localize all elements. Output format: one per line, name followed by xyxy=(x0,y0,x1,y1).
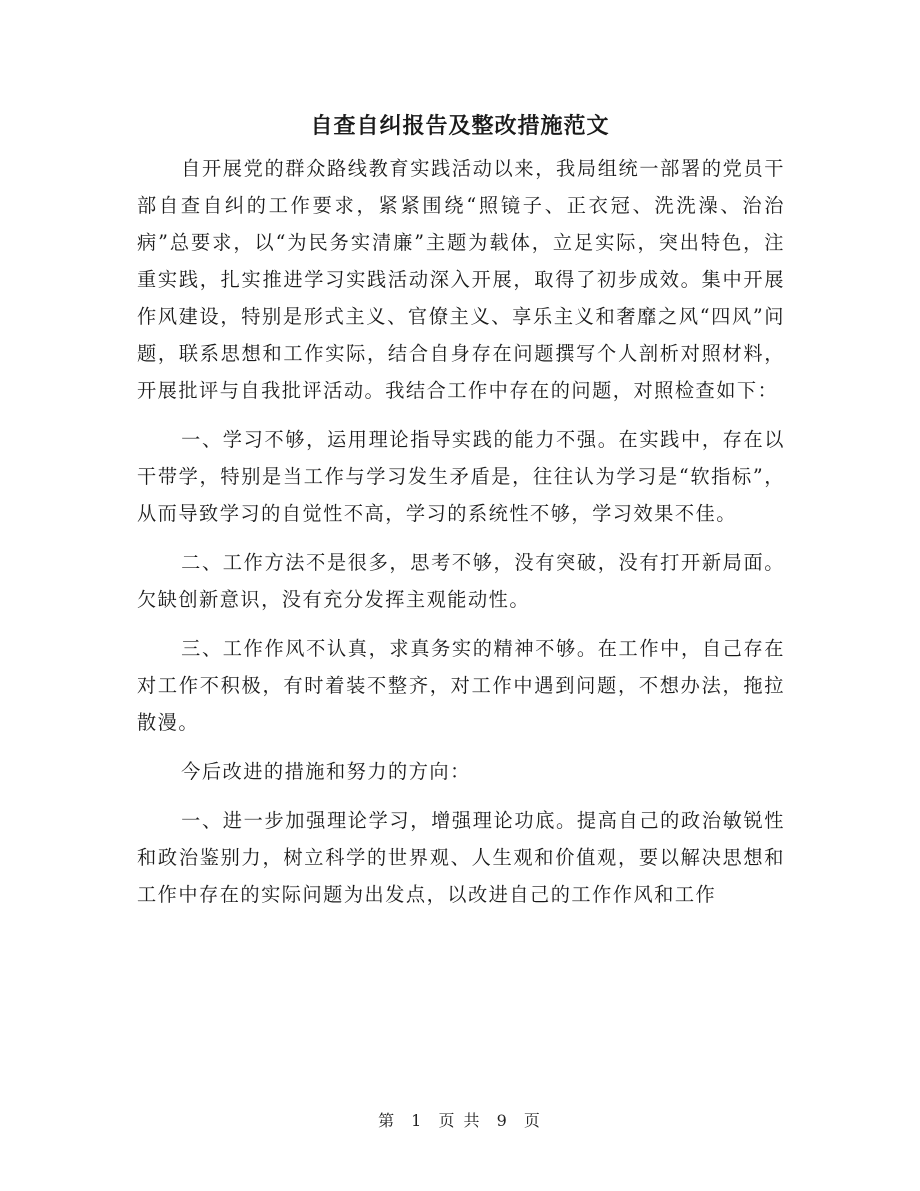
footer-total-pages: 9 xyxy=(496,1111,509,1130)
paragraph-issue-1: 一、学习不够，运用理论指导实践的能力不强。在实践中，存在以干带学，特别是当工作与学习发生矛盾是，往往认为学习是“软指标”，从而导致学习的自觉性不高，学习的系统性不够，学习效果不佳。 xyxy=(137,428,785,525)
paragraph-issue-2: 二、工作方法不是很多，思考不够，没有突破，没有打开新局面。欠缺创新意识，没有充分发挥主观能动性。 xyxy=(137,551,785,611)
footer-page-number: 1 xyxy=(411,1111,424,1130)
paragraph-measures-heading: 今后改进的措施和努力的方向： xyxy=(181,760,471,783)
page-footer xyxy=(0,1108,920,1131)
document-title: 自查自纠报告及整改措施范文 xyxy=(310,113,610,139)
footer-middle: 页 共 xyxy=(438,1111,482,1130)
paragraph-intro: 自开展党的群众路线教育实践活动以来，我局组统一部署的党员干部自查自纠的工作要求，紧紧围绕“照镜子、正衣冠、洗洗澡、治治病”总要求，以“为民务实清廉”主题为载体，立足实际，突出特色，注重实践，扎实推进学习实践活动深入开展，取得了初步成效。集中开展作风建设，特别是形式主义、官僚主义、享乐主义和奢靡之风“四风”问题，联系思想和工作实际，结合自身存在问题撰写个人剖析对照材料，开展批评与自我批评活动。我结合工作中存在的问题，对照检查如下： xyxy=(137,157,785,402)
paragraph-issue-3: 三、工作作风不认真，求真务实的精神不够。在工作中，自己存在对工作不积极，有时着装不整齐，对工作中遇到问题，不想办法，拖拉散漫。 xyxy=(137,637,785,734)
document-body xyxy=(137,150,785,925)
paragraph-measure-1: 一、进一步加强理论学习，增强理论功底。提高自己的政治敏锐性和政治鉴别力，树立科学的世界观、人生观和价值观，要以解决思想和工作中存在的实际问题为出发点，以改进自己的工作作风和工作 xyxy=(137,809,785,906)
footer-suffix: 页 xyxy=(523,1111,542,1130)
footer-prefix: 第 xyxy=(378,1111,397,1130)
